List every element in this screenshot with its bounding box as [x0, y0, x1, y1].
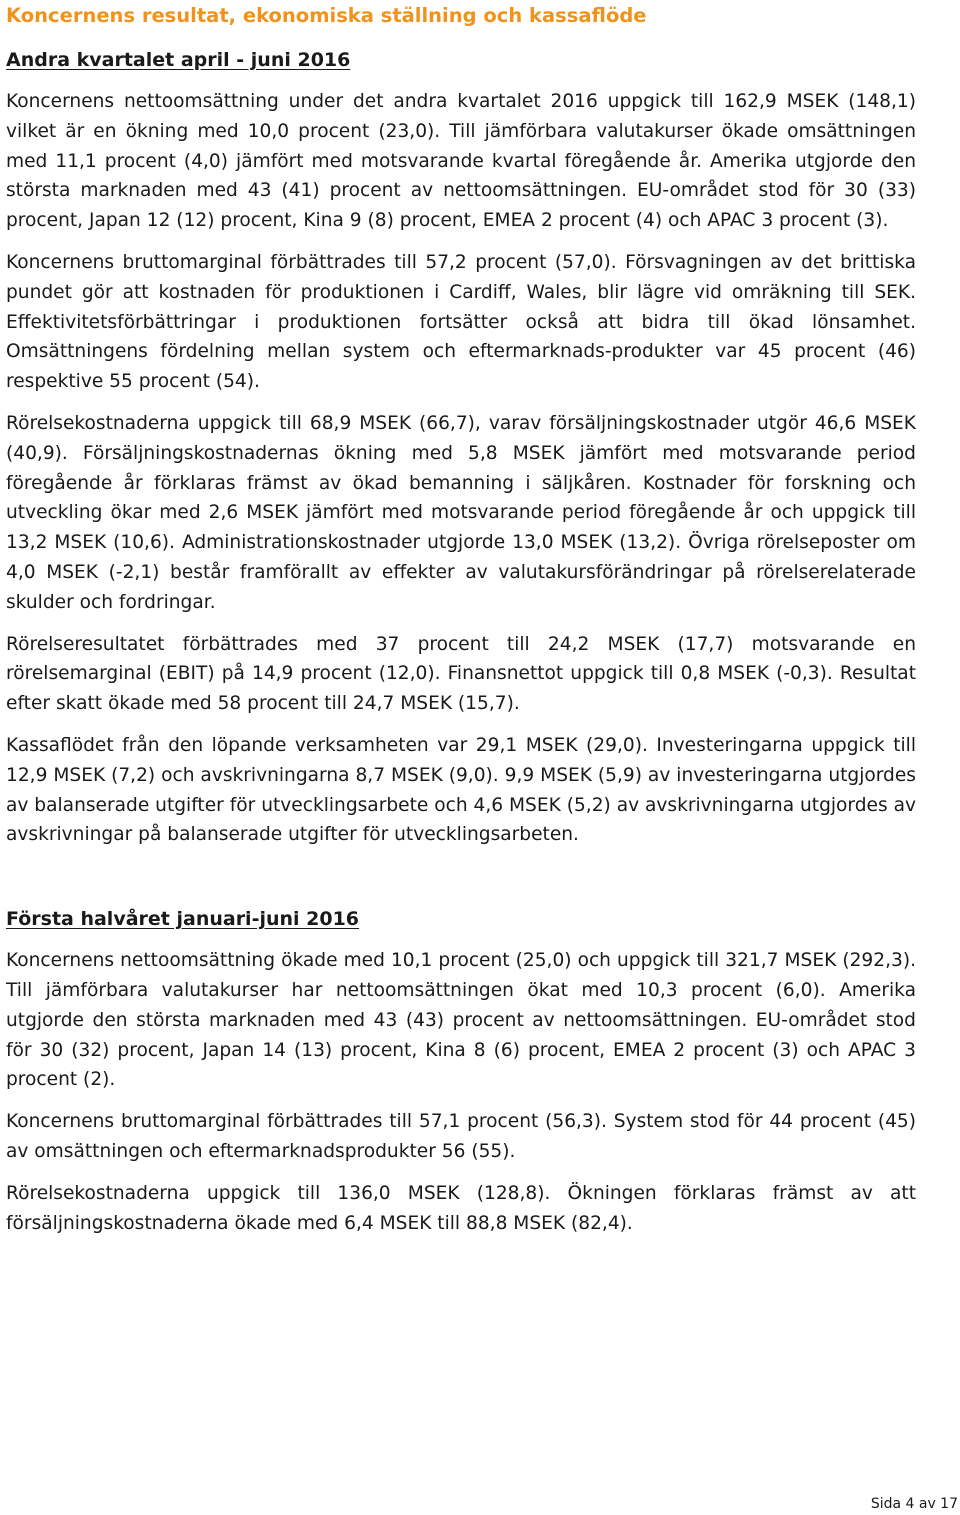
paragraph-q2-operating-result: Rörelseresultatet förbättrades med 37 procent till 24,2 MSEK (17,7) motsvarande en rörelsemarginal (EBIT) på 14,9 procent (12,0). Finansnettot uppgick till 0,8 MSEK (-0,3). Resultat efter skatt ökade med 58 procent till 24,7 MSEK (15,7).	[6, 633, 916, 715]
section-heading-q2: Andra kvartalet april - juni 2016	[6, 49, 351, 71]
paragraph-q2-gross-margin: Koncernens bruttomarginal förbättrades till 57,2 procent (57,0). Försvagningen av det brittiska pundet gör att kostnaden för produktionen i Cardiff, Wales, blir lägre vid omräkning till SEK. Effektivitetsförbättringar i produktionen fortsätter också att bidra till ökad lönsamhet. Omsättningens fördelning mellan system och eftermarknads-produkter var 45 procent (46) respektive 55 procent (54).	[6, 251, 916, 393]
paragraph-h1-net-sales: Koncernens nettoomsättning ökade med 10,1 procent (25,0) och uppgick till 321,7 MSEK (292,3). Till jämförbara valutakurser har nettoomsättningen ökat med 10,3 procent (6,0). Amerika utgjorde den största marknaden med 43 (43) procent av nettoomsättningen. EU-området stod för 30 (32) procent, Japan 14 (13) procent, Kina 8 (6) procent, EMEA 2 procent (3) och APAC 3 procent (2).	[6, 950, 916, 1091]
section-heading-h1: Första halvåret januari-juni 2016	[6, 908, 360, 931]
paragraph-q2-operating-costs: Rörelsekostnaderna uppgick till 68,9 MSEK (66,7), varav försäljningskostnader utgör 46,6 MSEK (40,9). Försäljningskostnadernas ökning med 5,8 MSEK jämfört med motsvarande period föregående år förklaras främst av ökad bemanning i säljkåren. Kostnader för forskning och utveckling ökar med 2,6 MSEK jämfört med motsvarande period föregående år och uppgick till 13,2 MSEK (10,6). Administrationskostnader utgjorde 13,0 MSEK (13,2). Övriga rörelseposter om 4,0 MSEK (-2,1) består framförallt av effekter av valutakursförändringar på rörelserelaterade skulder och fordringar.	[6, 412, 916, 613]
paragraph-h1-gross-margin: Koncernens bruttomarginal förbättrades till 57,1 procent (56,3). System stod för 44 procent (45) av omsättningen och eftermarknadsprodukter 56 (55).	[6, 1111, 916, 1162]
paragraph-h1-operating-costs: Rörelsekostnaderna uppgick till 136,0 MSEK (128,8). Ökningen förklaras främst av att försäljningskostnaderna ökade med 6,4 MSEK till 88,8 MSEK (82,4).	[6, 1182, 916, 1234]
document-title: Koncernens resultat, ekonomiska ställning och kassaflöde	[6, 4, 647, 27]
document-page	[6, 0, 916, 1238]
paragraph-q2-cash-flow: Kassaflödet från den löpande verksamheten var 29,1 MSEK (29,0). Investeringarna uppgick till 12,9 MSEK (7,2) och avskrivningarna 8,7 MSEK (9,0). 9,9 MSEK (5,9) av investeringarna utgjordes av balanserade utgifter för utvecklingsarbete och 4,6 MSEK (5,2) av avskrivningarna utgjordes av avskrivningar på balanserade utgifter för utvecklingsarbeten.	[6, 734, 916, 846]
paragraph-q2-net-sales: Koncernens nettoomsättning under det andra kvartalet 2016 uppgick till 162,9 MSEK (148,1) vilket är en ökning med 10,0 procent (23,0). Till jämförbara valutakurser ökade omsättningen med 11,1 procent (4,0) jämfört med motsvarande kvartal föregående år. Amerika utgjorde den största marknaden med 43 (41) procent av nettoomsättningen. EU-området stod för 30 (33) procent, Japan 12 (12) procent, Kina 9 (8) procent, EMEA 2 procent (4) och APAC 3 procent (3).	[6, 91, 916, 232]
page-number: Sida 4 av 17	[870, 1496, 958, 1512]
